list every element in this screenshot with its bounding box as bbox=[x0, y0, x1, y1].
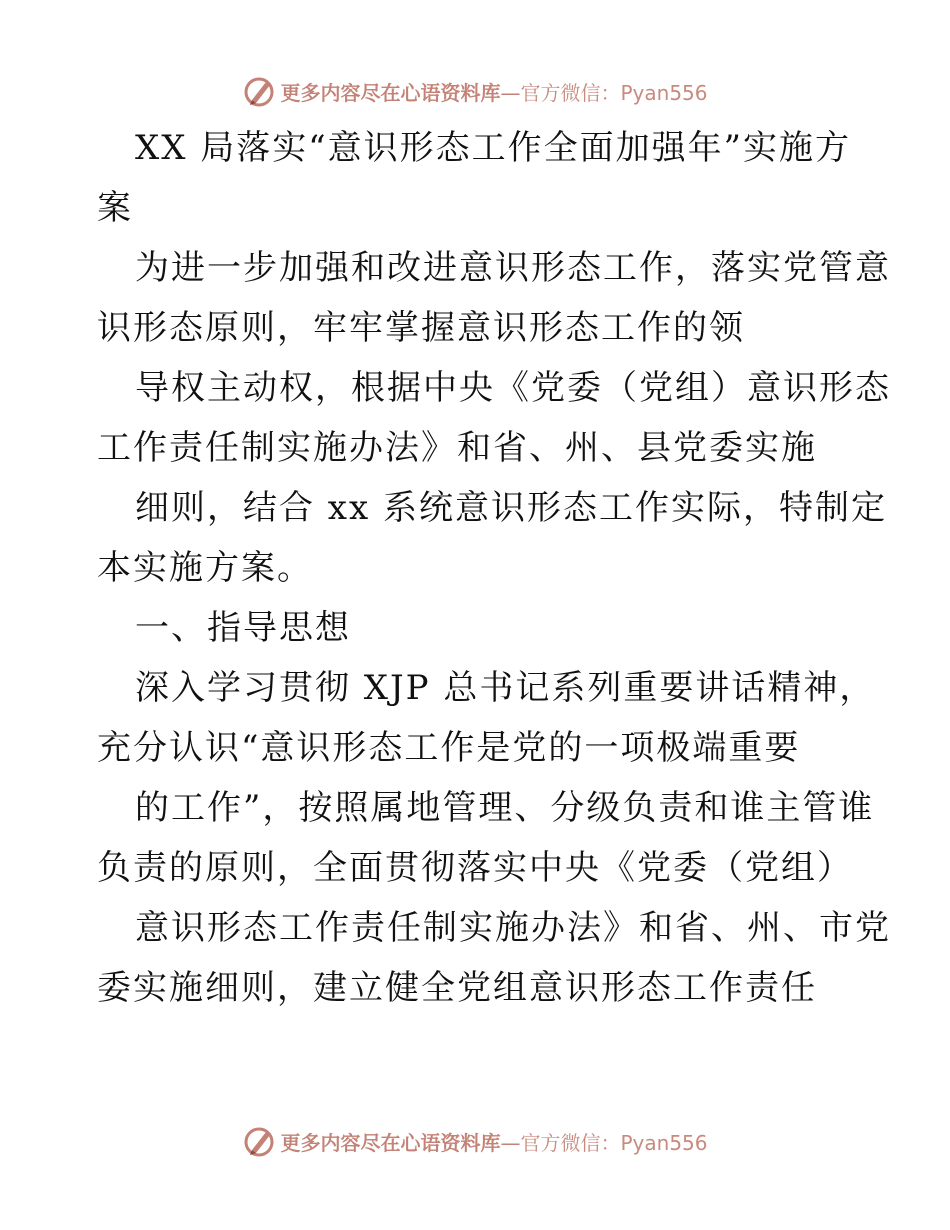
doc-paragraph-line: 意识形态工作责任制实施办法》和省、州、市党 bbox=[135, 908, 891, 948]
pen-logo-icon bbox=[242, 1124, 276, 1158]
doc-section-heading: 一、指导思想 bbox=[135, 608, 351, 648]
watermark-separator: — bbox=[500, 80, 521, 105]
watermark-id: Pyan556 bbox=[620, 1130, 708, 1155]
header-watermark bbox=[0, 71, 950, 111]
doc-paragraph-line: 工作责任制实施办法》和省、州、县党委实施 bbox=[97, 428, 817, 468]
watermark-main: 更多内容尽在心语资料库 bbox=[280, 80, 501, 105]
doc-paragraph-line: 识形态原则，牢牢掌握意识形态工作的领 bbox=[97, 308, 745, 348]
doc-paragraph-line: 委实施细则，建立健全党组意识形态工作责任 bbox=[97, 968, 817, 1008]
doc-paragraph-line: 为进一步加强和改进意识形态工作，落实党管意 bbox=[135, 248, 891, 288]
watermark-separator: — bbox=[500, 1130, 521, 1155]
watermark-text bbox=[280, 77, 707, 106]
watermark-official: 官方微信： bbox=[520, 80, 621, 105]
doc-title-line-2: 案 bbox=[97, 188, 133, 228]
doc-paragraph-line: 的工作”，按照属地管理、分级负责和谁主管谁 bbox=[135, 788, 875, 828]
document-body bbox=[97, 118, 891, 1018]
doc-paragraph-line: 细则，结合 xx 系统意识形态工作实际，特制定 bbox=[135, 488, 887, 528]
doc-paragraph-line: 本实施方案。 bbox=[97, 548, 313, 588]
doc-paragraph-line: 导权主动权，根据中央《党委（党组）意识形态 bbox=[135, 368, 891, 408]
watermark-main: 更多内容尽在心语资料库 bbox=[280, 1130, 501, 1155]
doc-paragraph-line: 深入学习贯彻 XJP 总书记系列重要讲话精神， bbox=[135, 668, 876, 708]
doc-paragraph-line: 充分认识“意识形态工作是党的一项极端重要 bbox=[97, 728, 801, 768]
watermark-id: Pyan556 bbox=[620, 80, 708, 105]
watermark-official: 官方微信： bbox=[520, 1130, 621, 1155]
doc-title-line-1: XX 局落实“意识形态工作全面加强年”实施方 bbox=[135, 128, 851, 168]
pen-logo-icon bbox=[242, 74, 276, 108]
watermark-text bbox=[280, 1127, 707, 1156]
doc-paragraph-line: 负责的原则，全面贯彻落实中央《党委（党组） bbox=[97, 848, 853, 888]
footer-watermark bbox=[0, 1121, 950, 1161]
